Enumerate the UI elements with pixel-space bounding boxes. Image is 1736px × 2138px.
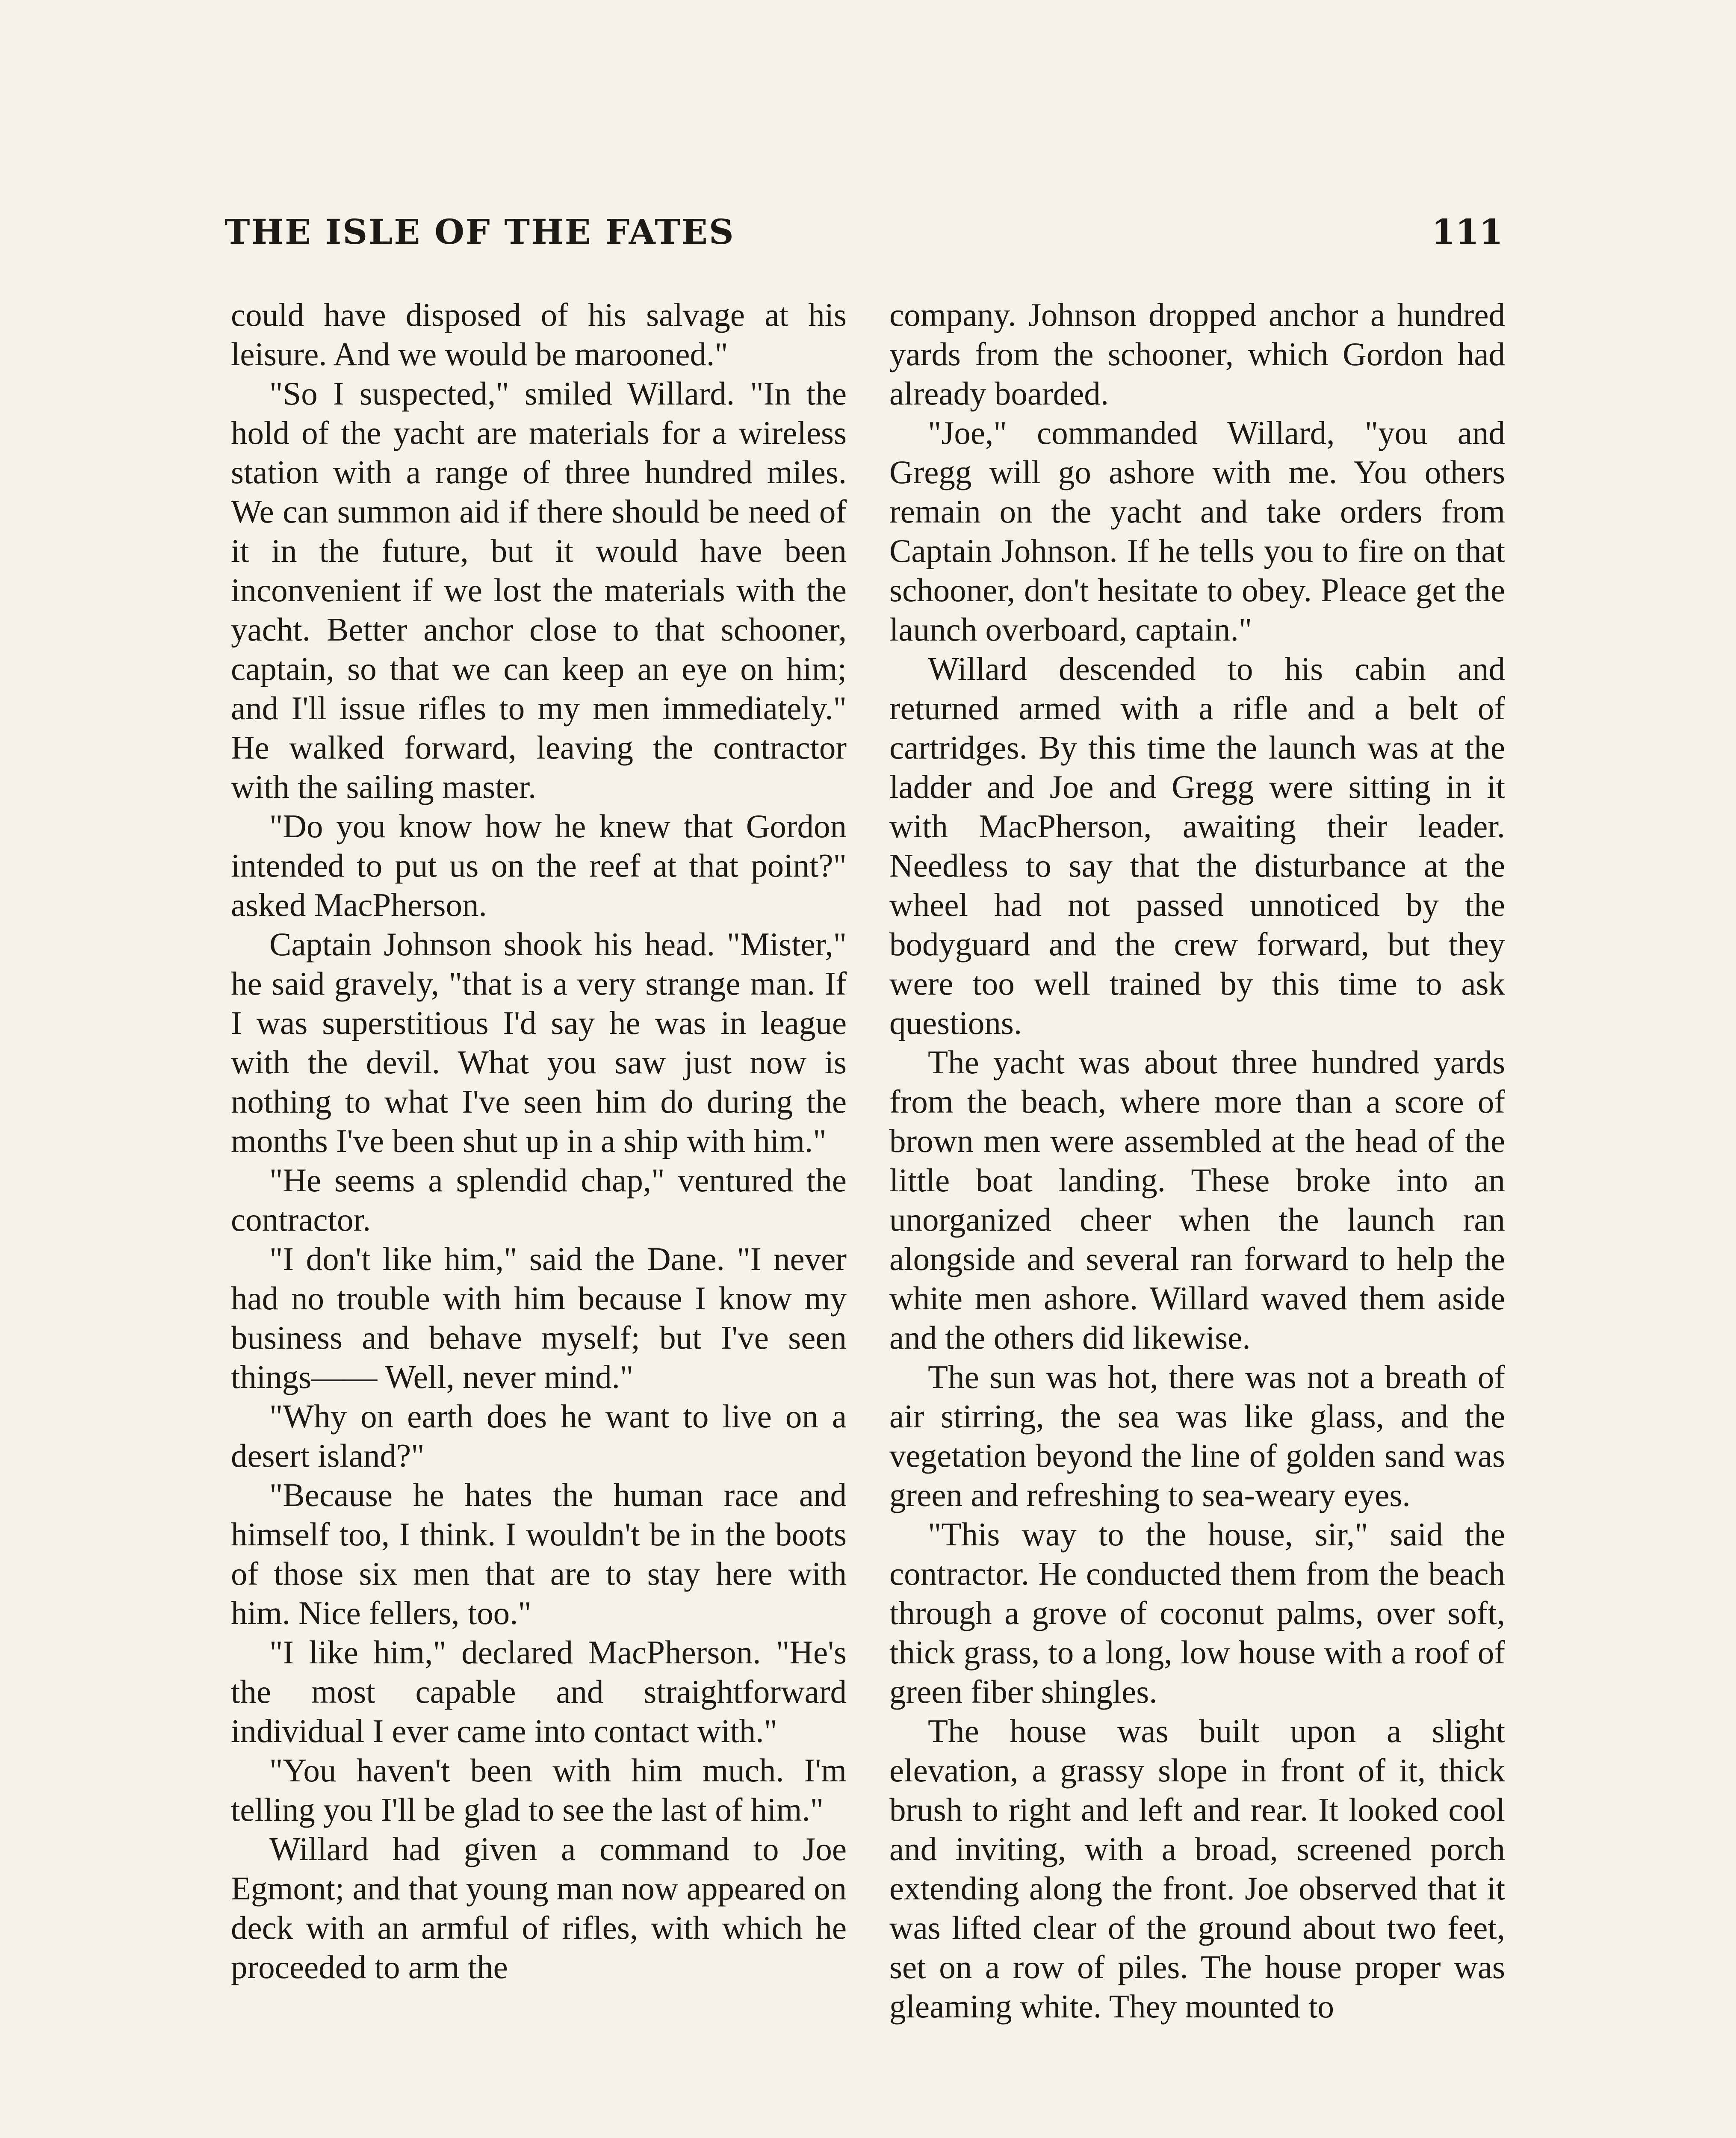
paragraph: The house was built upon a slight elevation, a grassy slope in front of it, thick brush to right and left and rear. It looked cool and inviting, with a broad, screened porch extending along the front. Joe observed that it was lifted clear of the ground about two feet, set on a row of piles. The house proper was gleaming white. They mounted to xyxy=(889,1713,1505,2025)
paragraph: "You haven't been with him much. I'm telling you I'll be glad to see the last of him." xyxy=(231,1752,847,1828)
paragraph: "This way to the house, sir," said the contractor. He conducted them from the beach through a grove of coconut palms, over soft, thick grass, to a long, low house with a roof of green fiber shingles. xyxy=(889,1516,1505,1710)
text-column-right xyxy=(889,295,1505,2026)
paragraph: Captain Johnson shook his head. "Mister," he said gravely, "that is a very strange man. If I was superstitious I'd say he was in league with the devil. What you saw just now is nothing to what I've seen him do during the months I've been shut up in a ship with him." xyxy=(231,926,847,1159)
paragraph: could have disposed of his salvage at his leisure. And we would be marooned." xyxy=(231,296,847,372)
paragraph: "So I suspected," smiled Willard. "In the hold of the yacht are materials for a wireless station with a range of three hundred miles. We can summon aid if there should be need of it in the future, but it would have been inconvenient if we lost the materials with the yacht. Better anchor close to that schooner, captain, so that we can keep an eye on him; and I'll issue rifles to my men immediately." He walked forward, leaving the contractor with the sailing master. xyxy=(231,375,847,805)
paragraph: "Do you know how he knew that Gordon intended to put us on the reef at that point?" asked MacPherson. xyxy=(231,808,847,923)
paragraph: "Why on earth does he want to live on a desert island?" xyxy=(231,1398,847,1474)
paragraph: "I like him," declared MacPherson. "He's the most capable and straightforward individual I ever came into contact with." xyxy=(231,1634,847,1749)
paragraph: Willard descended to his cabin and returned armed with a rifle and a belt of cartridges. By this time the launch was at the ladder and Joe and Gregg were sitting in it with MacPherson, awaiting their leader. Needless to say that the disturbance at the wheel had not passed unnoticed by the bodyguard and the crew forward, but they were too well trained by this time to ask questions. xyxy=(889,650,1505,1041)
text-column-left xyxy=(231,295,847,1987)
page-number: 111 xyxy=(1432,212,1503,252)
paragraph: "Because he hates the human race and himself too, I think. I wouldn't be in the boots of those six men that are to stay here with him. Nice fellers, too." xyxy=(231,1477,847,1631)
paragraph: "I don't like him," said the Dane. "I never had no trouble with him because I know my business and behave myself; but I've seen things—— Well, never mind." xyxy=(231,1240,847,1395)
paragraph: The sun was hot, there was not a breath of air stirring, the sea was like glass, and the vegetation beyond the line of golden sand was green and refreshing to sea-weary eyes. xyxy=(889,1358,1505,1513)
paragraph: company. Johnson dropped anchor a hundred yards from the schooner, which Gordon had already boarded. xyxy=(889,296,1505,412)
paragraph: The yacht was about three hundred yards from the beach, where more than a score of brown men were assembled at the head of the little boat landing. These broke into an unorganized cheer when the launch ran alongside and several ran forward to help the white men ashore. Willard waved them aside and the others did likewise. xyxy=(889,1044,1505,1356)
paragraph: "He seems a splendid chap," ventured the contractor. xyxy=(231,1162,847,1238)
paragraph: "Joe," commanded Willard, "you and Gregg will go ashore with me. You others remain on the yacht and take orders from Captain Johnson. If he tells you to fire on that schooner, don't hesitate to obey. Pleace get the launch overboard, captain." xyxy=(889,414,1505,648)
paragraph: Willard had given a command to Joe Egmont; and that young man now appeared on deck with an armful of rifles, with which he proceeded to arm the xyxy=(231,1831,847,1985)
running-title: THE ISLE OF THE FATES xyxy=(224,212,735,252)
